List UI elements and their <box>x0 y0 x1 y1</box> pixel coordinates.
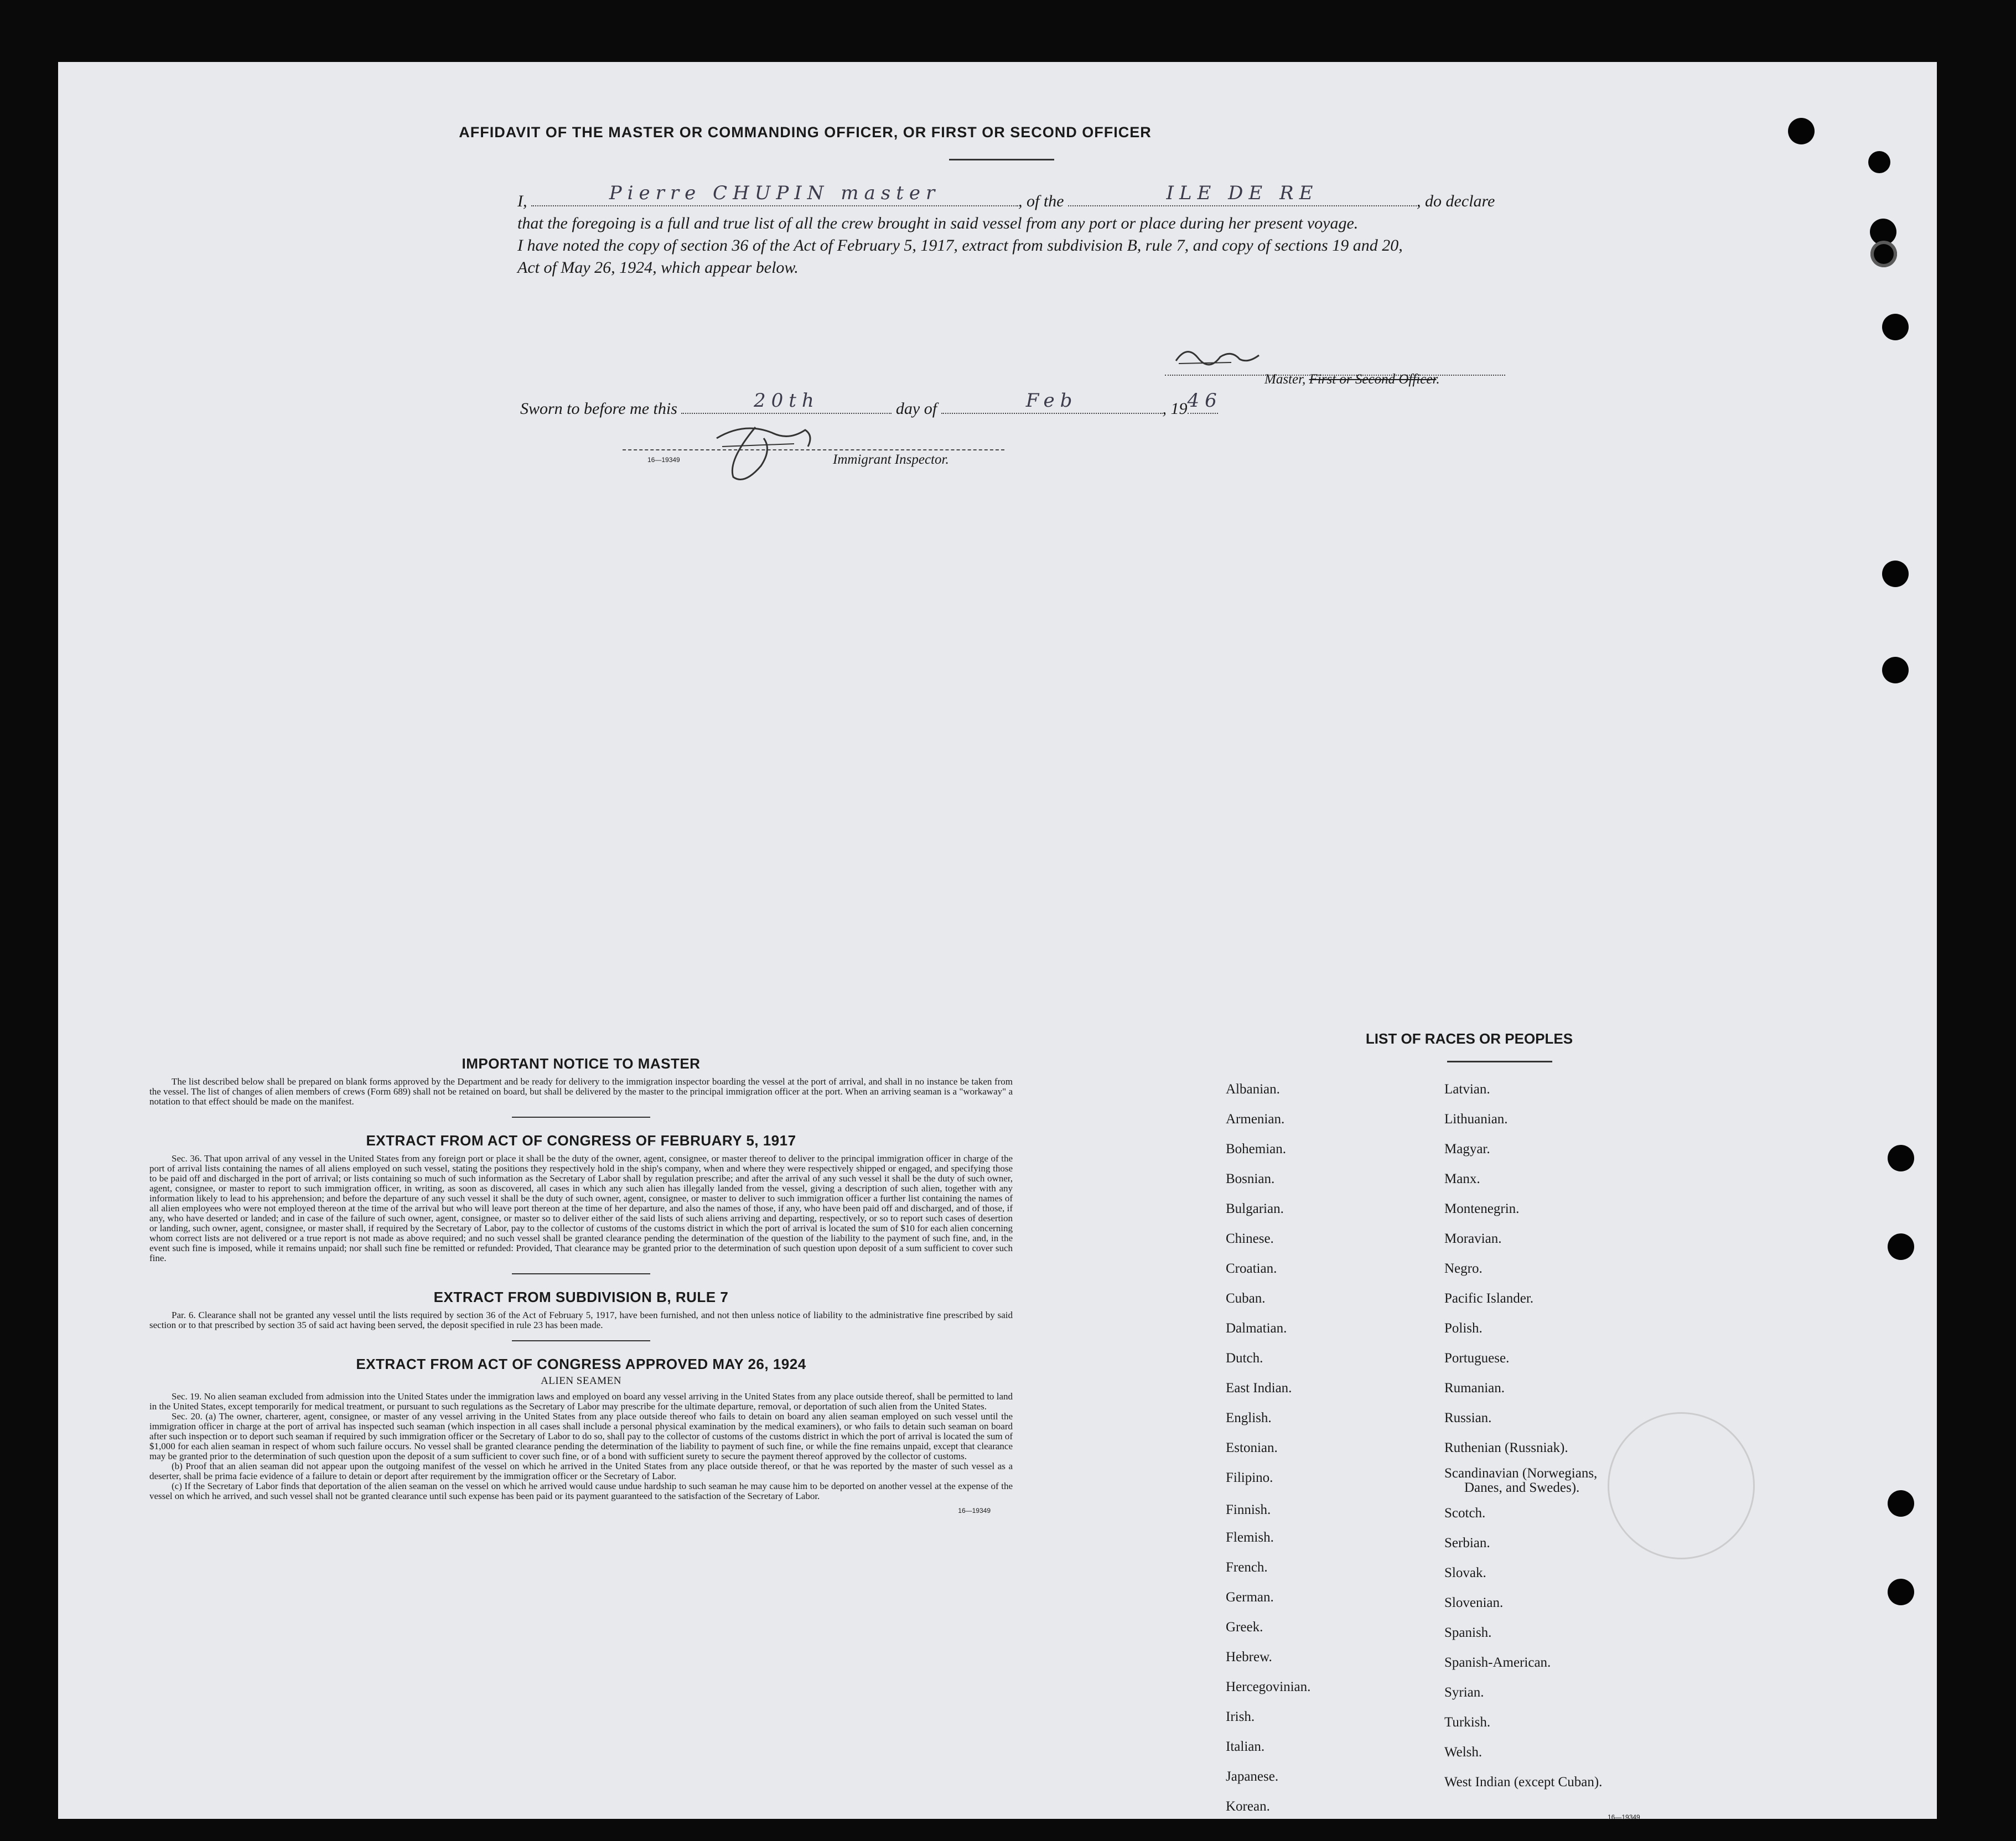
inspector-signature <box>695 416 827 488</box>
race-item: Albanian. <box>1226 1082 1280 1097</box>
race-item: Serbian. <box>1444 1536 1490 1550</box>
punch-hole <box>1788 118 1815 144</box>
race-item: Scotch. <box>1444 1506 1486 1521</box>
race-item: Pacific Islander. <box>1444 1291 1534 1306</box>
faded-stamp <box>1608 1412 1755 1559</box>
master-label: Master, First or Second Officer. <box>1264 372 1440 387</box>
race-item: Japanese. <box>1226 1769 1279 1784</box>
extract-1917-body: Sec. 36. That upon arrival of any vessel in the United States from any foreign port or place it shall be the duty of the owner, agent, consignee, or master thereof to deliver to the principal immigration officer in charge of the port of arrival lists containing the names of all aliens employed on such vessel, stating the positions they respectively hold in the ship's company, when and where they were respectively shipped or engaged, and specifying those to be paid off and discharged in the port of arrival; or lists containing so much of such information as the Secretary of Labor shall by regulation prescribe; and after the arrival of any such vessel it shall be the duty of such owner, agent, consignee, or master to report to such immigration officer, in writing, as soon as discovered, all cases in which any such alien has illegally landed from the vessel, giving a description of such alien, together with any information likely to lead to his apprehension; and before the departure of any such vessel it shall be the duty of such owner, agent, consignee, or master to deliver to such immigration officer a further list containing the names of all alien employees who were not employed thereon at the time of the arrival but who will leave port thereon at the time of her departure, and also the names of those, if any, who have been paid off and discharged, and of those, if any, who have deserted or landed; and in case of the failure of such owner, agent, consignee, or master so to deliver either of the said lists of such aliens arriving and departing, respectively, or so to report such cases of desertion or landing, such owner, agent, consignee, or master shall, if required by the Secretary of Labor, pay to the collector of customs of the customs district in which the port of arrival is located the sum of $10 for each alien concerning whom correct lists are not delivered or a true report is not made as above required; and no such vessel shall be granted clearance pending the determination of the question of the liability to the payment of such fine, and, in the event such fine is imposed, while it remains unpaid; nor shall such fine be remitted or refunded: Provided, That clearance may be granted prior to the determination of such question upon deposit of a sum sufficient to cover such fine. <box>149 1153 1013 1263</box>
sworn-month-field <box>941 390 1163 414</box>
race-item: Bulgarian. <box>1226 1201 1284 1216</box>
race-item: Cuban. <box>1226 1291 1266 1306</box>
form-number: 16—19349 <box>647 456 680 464</box>
race-item: Lithuanian. <box>1444 1112 1508 1127</box>
races-title: LIST OF RACES OR PEOPLES <box>1365 1030 1573 1047</box>
race-item: Turkish. <box>1444 1715 1491 1730</box>
affidavit-line-3: I have noted the copy of section 36 of the Act of February 5, 1917, extract from subdivision B, rule 7, and copy of sections 19 and 20, <box>517 236 1403 255</box>
race-item: Negro. <box>1444 1261 1483 1276</box>
affidavit-title: AFFIDAVIT OF THE MASTER OR COMMANDING OFFICER, OR FIRST OR SECOND OFFICER <box>459 124 1152 141</box>
race-item: Estonian. <box>1226 1440 1278 1455</box>
extract-rule7-title: EXTRACT FROM SUBDIVISION B, RULE 7 <box>433 1289 729 1305</box>
punch-hole <box>1870 241 1897 267</box>
punch-hole <box>1882 657 1909 683</box>
inspector-label: Immigrant Inspector. <box>833 452 949 467</box>
race-item: Slovak. <box>1444 1565 1486 1580</box>
sworn-month-handwriting: Feb <box>1025 390 1078 412</box>
sworn-year-field <box>1187 390 1222 414</box>
extract-1924-title: EXTRACT FROM ACT OF CONGRESS APPROVED MAY 26, 1924 <box>356 1356 806 1372</box>
master-name-handwriting: Pierre CHUPIN master <box>609 182 941 204</box>
notice-column <box>149 1055 1013 1515</box>
sworn-year-handwriting: 46 <box>1187 390 1222 412</box>
race-item: Finnish. <box>1226 1502 1271 1517</box>
race-item: Syrian. <box>1444 1685 1484 1700</box>
race-item: Bohemian. <box>1226 1142 1287 1157</box>
race-item: Polish. <box>1444 1321 1483 1336</box>
document-page <box>58 62 1937 1819</box>
race-item: Portuguese. <box>1444 1351 1510 1366</box>
punch-hole <box>1888 1579 1914 1605</box>
affidavit-line-2: that the foregoing is a full and true list of all the crew brought in said vessel from any port or place during her present voyage. <box>517 214 1359 232</box>
punch-hole <box>1888 1490 1914 1517</box>
race-item: English. <box>1226 1410 1272 1425</box>
race-item: Hercegovinian. <box>1226 1679 1311 1694</box>
race-item: Manx. <box>1444 1171 1480 1186</box>
race-item: Bosnian. <box>1226 1171 1275 1186</box>
master-signature <box>1165 341 1276 375</box>
sworn-day-handwriting: 20th <box>753 390 820 412</box>
title-rule <box>949 159 1054 160</box>
section-divider <box>512 1273 650 1274</box>
sworn-day-field <box>681 390 892 414</box>
sec20c-body: (c) If the Secretary of Labor finds that deportation of the alien seaman on the vessel on which he arrived would cause undue hardship to such seaman he may cause him to be deported on another vessel at the expense of the vessel on which he arrived, and such vessel shall not be granted clearance until such expense has been paid or its payment guaranteed to the satisfaction of the Secretary of Labor. <box>149 1481 1013 1501</box>
punch-hole <box>1882 561 1909 587</box>
race-item: Greek. <box>1226 1620 1263 1635</box>
notice-body: The list described below shall be prepared on blank forms approved by the Department and be ready for delivery to the immigration inspector boarding the vessel at the port of arrival, and shall in no instance be taken from the vessel. The list of changes of alien members of crews (Form 689) shall not be retained on board, but shall be delivered by the master to the principal immigration officer at the port. When an arriving seaman is a "workaway" a notation to that effect should be made on the manifest. <box>149 1076 1013 1107</box>
race-item: Flemish. <box>1226 1530 1274 1545</box>
race-item: Croatian. <box>1226 1261 1277 1276</box>
race-item: Spanish. <box>1444 1625 1492 1640</box>
sec20b-body: (b) Proof that an alien seaman did not appear upon the outgoing manifest of the vessel on which he arrived in the United States from any place outside thereof, or that he was reported by the master of such vessel as a deserter, shall be prima facie evidence of a failure to detain or deport after requirement by the immigration officer or the Secretary of Labor. <box>149 1461 1013 1481</box>
race-item: Dutch. <box>1226 1351 1263 1366</box>
race-item: Montenegrin. <box>1444 1201 1520 1216</box>
race-item: Rumanian. <box>1444 1381 1505 1396</box>
race-item: Irish. <box>1226 1709 1255 1724</box>
section-divider <box>512 1340 650 1341</box>
race-item: Slovenian. <box>1444 1595 1504 1610</box>
sec19-body: Sec. 19. No alien seaman excluded from admission into the United States under the immigration laws and employed on board any vessel arriving in the United States from any place outside thereof, shall be permitted to land in the United States, except temporarily for medical treatment, or pursuant to such regulations as the Secretary of Labor may prescribe for the ultimate departure, removal, or deportation of such alien from the United States. <box>149 1391 1013 1412</box>
section-divider <box>512 1117 650 1118</box>
master-name-field <box>531 182 1018 206</box>
master-signature-line <box>1165 341 1505 376</box>
punch-hole <box>1882 314 1909 340</box>
race-item: Dalmatian. <box>1226 1321 1287 1336</box>
punch-hole <box>1888 1233 1914 1260</box>
races-right-column <box>1444 1075 1602 1797</box>
affidavit-line-4: Act of May 26, 1924, which appear below. <box>517 258 799 277</box>
vessel-name-field <box>1068 182 1417 206</box>
punch-hole <box>1868 151 1890 173</box>
punch-hole <box>1888 1145 1914 1171</box>
race-item: Spanish-American. <box>1444 1655 1551 1670</box>
sworn-line: Sworn to before me this 20th day of Feb , 19 46 <box>520 390 1222 418</box>
race-item: Moravian. <box>1444 1231 1502 1246</box>
extract-rule7-body: Par. 6. Clearance shall not be granted any vessel until the lists required by section 36 of the Act of February 5, 1917, have been furnished, and not then unless notice of liability to the administrative fine prescribed by said section or to that prescribed by section 35 of said act having been served, the deposit specified in rule 23 has been made. <box>149 1310 1013 1330</box>
vessel-name-handwriting: ILE DE RE <box>1166 182 1319 204</box>
race-item: East Indian. <box>1226 1381 1292 1396</box>
race-item: West Indian (except Cuban). <box>1444 1775 1603 1790</box>
affidavit-line-1: I, Pierre CHUPIN master , of the ILE DE RE , do declare <box>517 182 1495 210</box>
sec20a-body: Sec. 20. (a) The owner, charterer, agent, consignee, or master of any vessel arriving in the United States from any place outside thereof who fails to detain on board any alien seaman employed on such vessel until the immigration officer in charge at the port of arrival has inspected such seaman (which inspection in all cases shall include a personal physical examination by the medical examiners), or who fails to detain such seaman on board after such inspection or to deport such seaman if required by such immigration officer or the Secretary of Labor to do so, shall pay to the collector of customs of the customs district in which the port of arrival is located the sum of $1,000 for each alien seaman in respect of whom such failure occurs. No vessel shall be granted clearance pending the determination of the liability to payment of such fine, or while the fine remains unpaid, except that clearance may be granted prior to the determination of such question upon the deposit of a sum sufficient to cover such fine, or of a bond with sufficient surety to secure the payment thereof approved by the collector of customs. <box>149 1411 1013 1461</box>
race-item: Hebrew. <box>1226 1650 1272 1664</box>
form-number: 16—19349 <box>1608 1813 1640 1821</box>
race-item: Filipino. <box>1226 1470 1273 1485</box>
races-left-column <box>1226 1075 1310 1822</box>
extract-1917-title: EXTRACT FROM ACT OF CONGRESS OF FEBRUARY 5, 1917 <box>366 1132 796 1149</box>
race-item: Italian. <box>1226 1739 1265 1754</box>
form-number: 16—19349 <box>958 1507 991 1515</box>
race-item: Armenian. <box>1226 1112 1285 1127</box>
race-item: Korean. <box>1226 1799 1270 1814</box>
race-item: Chinese. <box>1226 1231 1274 1246</box>
race-item: Ruthenian (Russniak). <box>1444 1440 1568 1455</box>
alien-seamen-subtitle: ALIEN SEAMEN <box>541 1375 621 1387</box>
race-item: Magyar. <box>1444 1142 1490 1157</box>
race-item: Scandinavian (Norwegians, Danes, and Swedes). <box>1444 1466 1598 1495</box>
race-item: German. <box>1226 1590 1274 1605</box>
race-item: Russian. <box>1444 1410 1492 1425</box>
race-item: French. <box>1226 1560 1268 1575</box>
notice-title: IMPORTANT NOTICE TO MASTER <box>462 1055 701 1072</box>
race-item: Welsh. <box>1444 1745 1483 1760</box>
affidavit-body <box>517 182 1585 279</box>
races-title-rule <box>1447 1061 1552 1062</box>
race-item: Latvian. <box>1444 1082 1490 1097</box>
